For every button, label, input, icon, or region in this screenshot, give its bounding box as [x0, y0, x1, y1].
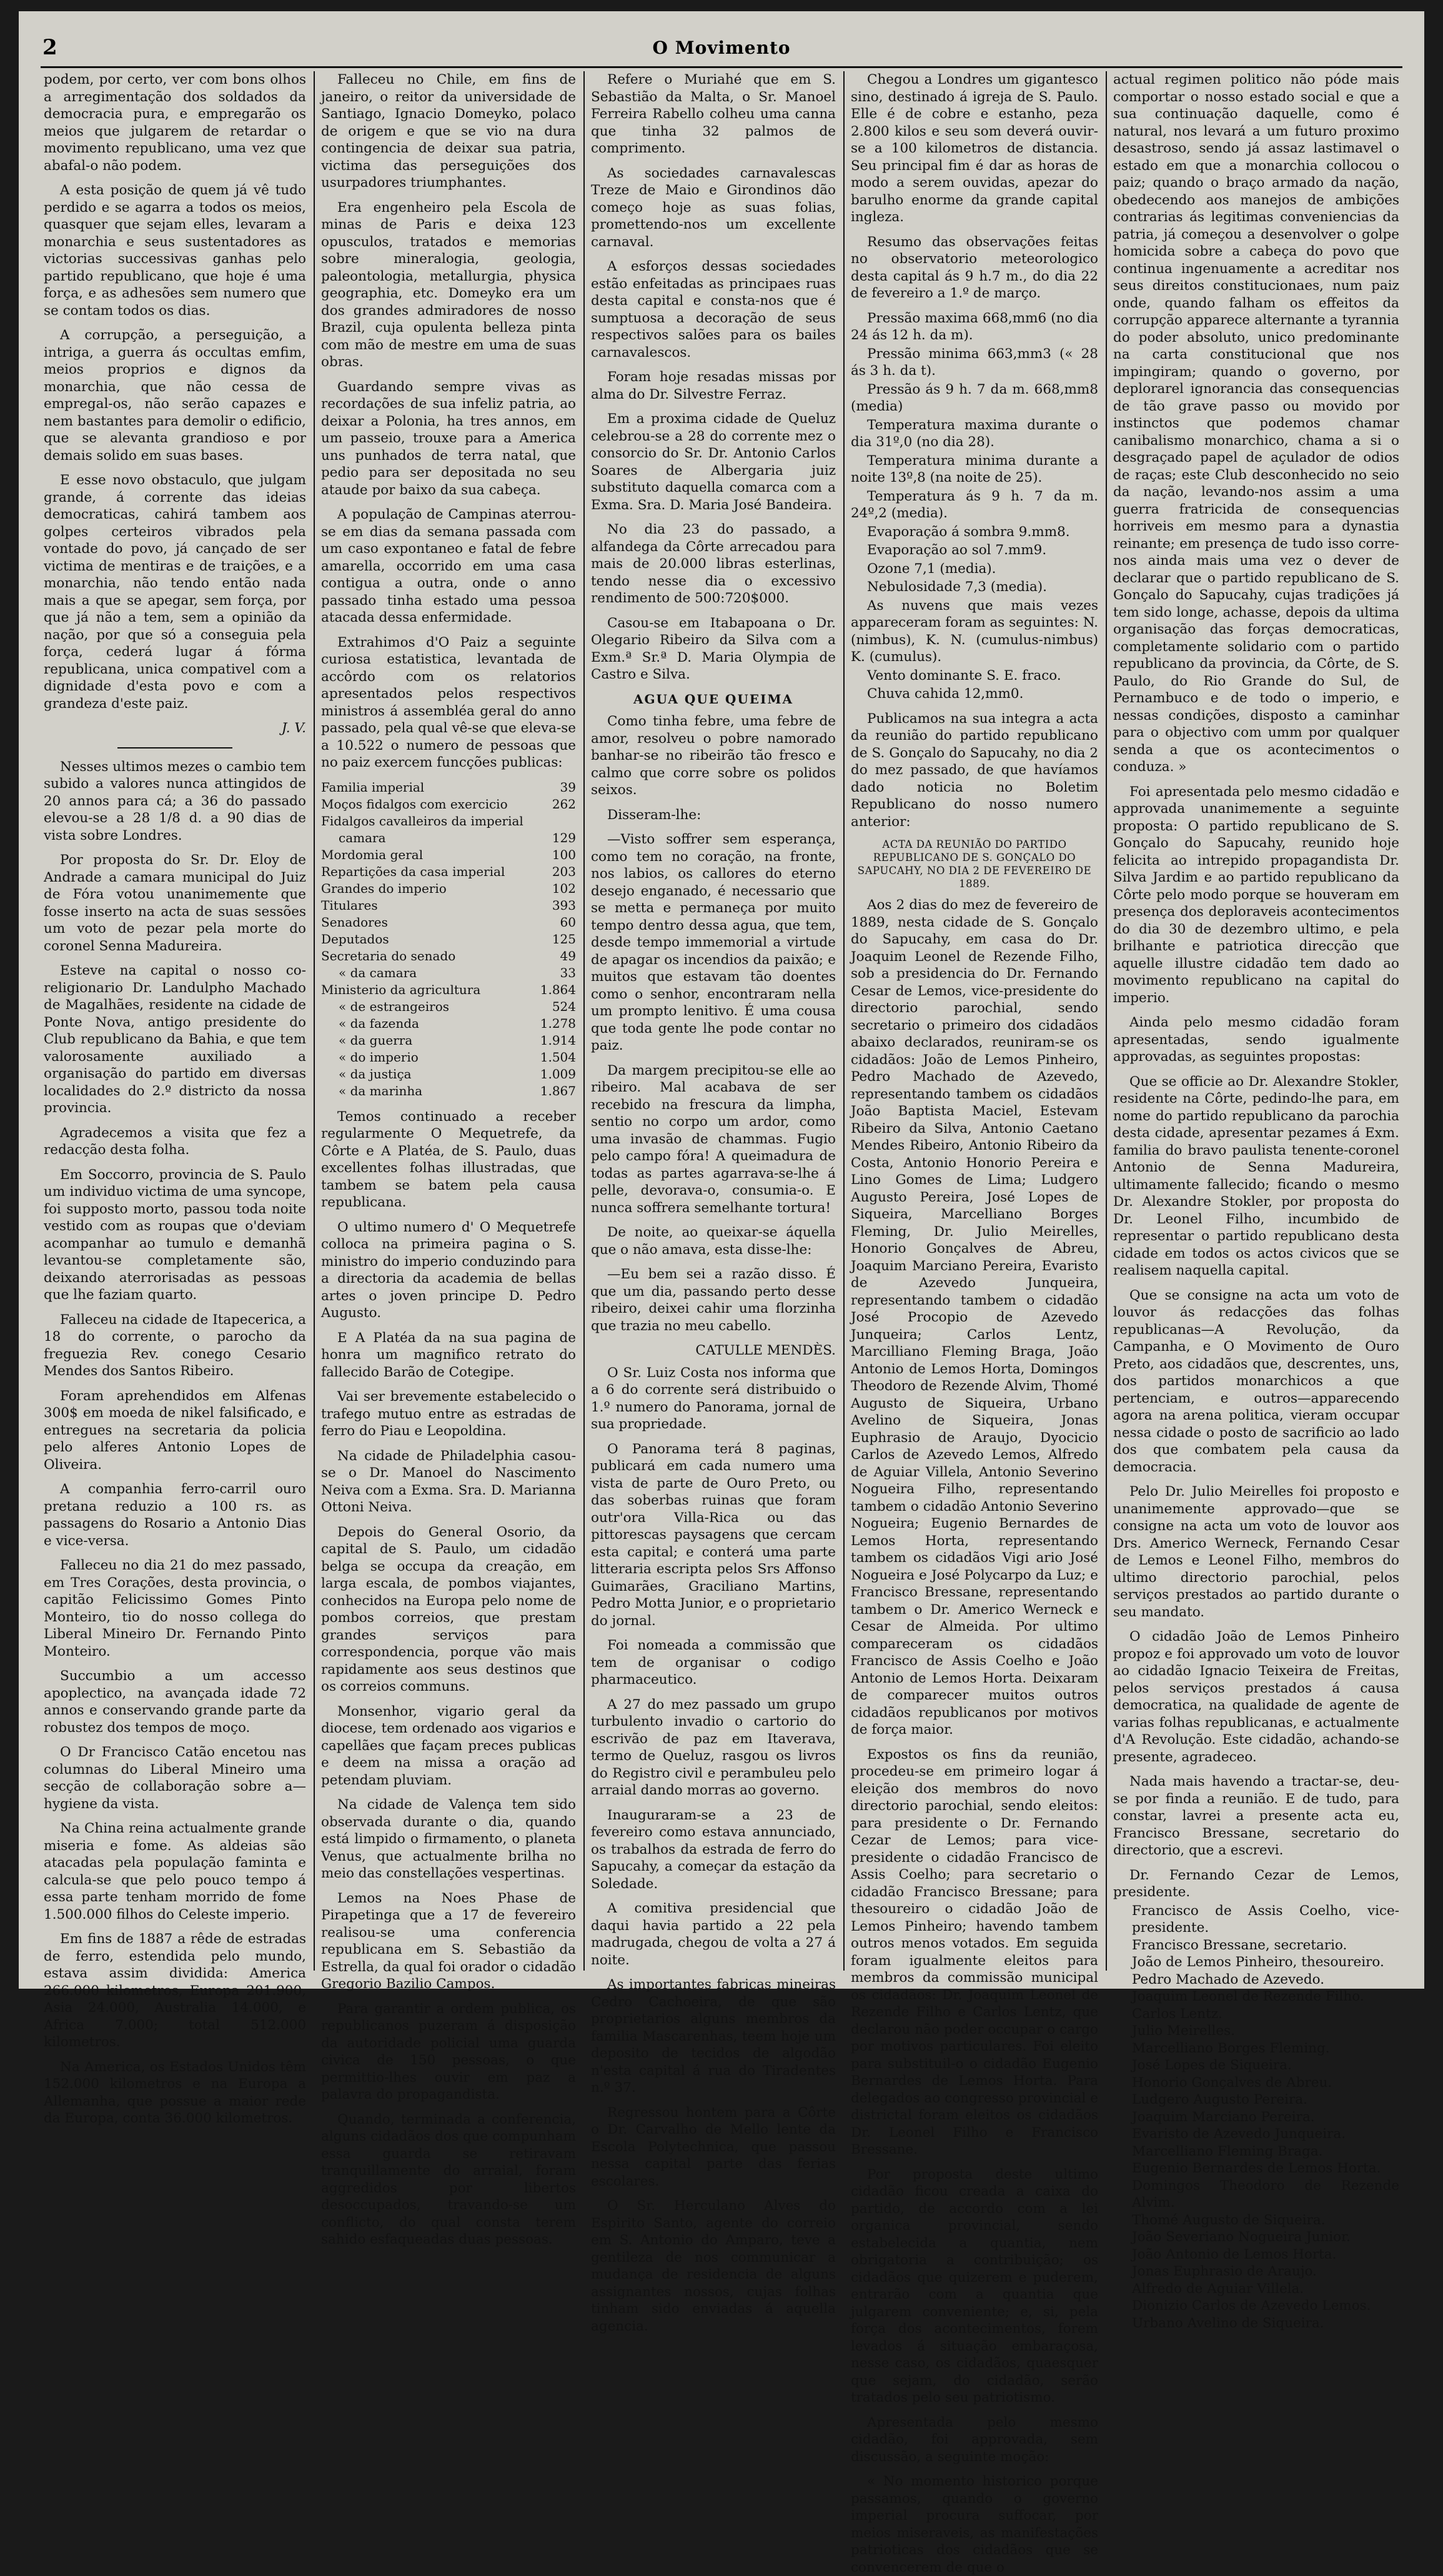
table-row — [321, 1083, 576, 1100]
news-item: Nesses ultimos mezes o cambio tem subido a valores nunca attingidos de 20 annos para cá; a 36 do passado elevou-se a 28 1/8 d. a 90 dias de vista sobre Londres. — [44, 758, 306, 843]
table-cell: 60 — [560, 914, 576, 930]
signatory-name: João de Lemos Pinheiro, thesoureiro. — [1132, 1954, 1384, 1970]
table-row — [321, 982, 576, 998]
news-item: Publicamos na sua integra a acta da reunião do partido republicano de S. Gonçalo do Sapucahy, no dia 2 do mez passado, de que havíamos dado noticia no Boletim Republicano do nosso numero anterior: — [851, 710, 1098, 830]
minutes-paragraph: Foi apresentada pelo mesmo cidadão e approvada unanimemente a seguinte proposta: O partido republicano de S. Gonçalo do Sapucahy, reunido hoje felicita ao intrepido propagandista Dr. Silva Jardim e ao partido republicano da Côrte pelo modo porque se houveram em presença dos deploraveis acontecimentos do dia 30 de dezembro ultimo, e pela brilhante e patriotica direcção que aquelle illustre cidadão tem dado ao movimento republicano na capital do imperio. — [1113, 783, 1399, 1006]
signatory-name: Julio Meirelles. — [1132, 2023, 1235, 2039]
weather-report — [851, 310, 1098, 703]
column-3 — [591, 71, 836, 2334]
table-row — [321, 1049, 576, 1066]
table-row — [321, 1015, 576, 1032]
signatory-name: Jonas Euphrasio de Araujo. — [1132, 2264, 1317, 2279]
table-cell: « da camara — [339, 965, 417, 980]
story-author: CATULLE MENDÈS. — [695, 1343, 836, 1358]
table-cell: Moços fidalgos com exercicio — [321, 796, 508, 812]
news-item: No dia 23 do passado, a alfandega da Côrte arrecadou para mais de 20.000 libras esterlinas, tendo nesse dia o excessivo rendimento de 500:720$000. — [591, 522, 836, 606]
news-item: Foram aprehendidos em Alfenas 300$ em moeda de nikel falsificado, e entregues na secretaria da policia pelo alferes Antonio Lopes de Oliveira. — [44, 1388, 306, 1473]
column-rule — [583, 71, 585, 1971]
news-item: O ultimo numero d' O Mequetrefe colloca na primeira pagina o S. ministro do imperio conduzindo para a directoria da academia de bellas artes o joven principe D. Pedro Augusto. — [321, 1219, 576, 1321]
minutes-paragraph: Ainda pelo mesmo cidadão foram apresentadas, sendo igualmente approvadas, as seguintes propostas: — [1113, 1015, 1399, 1065]
weather-line: Temperatura minima durante a noite 13º,8 (na noite de 25). — [851, 452, 1098, 485]
table-cell: Repartições da casa imperial — [321, 863, 505, 879]
signatory-name: Alfredo de Aguiar Villela. — [1132, 2280, 1304, 2297]
news-item: A comitiva presidencial que daqui havia partido a 22 pela madrugada, chegou de volta a 27 á noite. — [591, 1901, 836, 1968]
news-item: Quando, terminada a conferencia, alguns cidadãos dos que compunham essa guarda se retiravam tranquillamente do arraial, foram aggredidos por libertos desoccupados, travando-se um conflicto, do qual consta terem sahido esfaqueadas duas pessoas. — [321, 2111, 576, 2247]
article-paragraph: podem, por certo, ver com bons olhos a arregimentação dos soldados da democracia pura, e empregarão os meios que julgarem de retardar o movimento republicano, uma vez que abafal-o não podem. — [44, 72, 306, 174]
signatory-name: Marcelliano Fleming Braga. — [1132, 2143, 1323, 2159]
table-cell: « de estrangeiros — [339, 998, 449, 1014]
signatory-name: Eugenio Bernardes de Lemos Horta. — [1132, 2161, 1381, 2176]
table-cell: 1.867 — [540, 1083, 576, 1098]
weather-line: Temperatura maxima durante o dia 31º,0 (no dia 28). — [851, 417, 1098, 450]
signatory-name: Joaquim Marciano Pereira. — [1132, 2109, 1315, 2125]
weather-line: Pressão ás 9 h. 7 da m. 668,mm8 (media) — [851, 381, 1098, 414]
news-item: Extrahimos d'O Paiz a seguinte curiosa estatistica, levantada de accôrdo com os relatorios apresentados pelos respectivos ministros á assembléa geral do anno passado, pela qual vê-se que eleva-se a 10.522 o numero de pessoas que no paiz exercem funcções publicas: — [321, 634, 576, 770]
table-row — [321, 897, 576, 914]
table-row — [321, 830, 576, 847]
newspaper-title: O Movimento — [652, 37, 791, 58]
news-item: Esteve na capital o nosso co-religionario Dr. Landulpho Machado de Magalhães, residente na cidade de Ponte Nova, antigo presidente do Club republicano da Bahia, e que tem valorosamente auxiliado a organisação do partido em diversas localidades do 2.º districto da nossa provincia. — [44, 963, 306, 1116]
signatory-name: Marcelliano Borges Fleming. — [1132, 2040, 1330, 2056]
table-row — [321, 1066, 576, 1083]
page-number: 2 — [42, 35, 57, 60]
minutes-paragraph: Por proposta deste ultimo cidadão ficou creada a caixa do partido, de accordo com a lei organica provincial, sendo estabelecida a quantia, nem obrigatoria a contribuição; os cidadãos que quizerem e puderem, entrarão com a quantia que julgarem conveniente; e, si, pela força dos acontecimentos, forem levados á situação embaraçosa, nesse caso, os cidadãos, quaesquer que sejam, do cidadão, serão tratados pelo seu patriotismo. — [851, 2166, 1098, 2405]
news-item: Agradecemos a visita que fez a redacção desta folha. — [44, 1125, 306, 1158]
news-item: Na cidade de Philadelphia casou-se o Dr. Manoel do Nascimento Neiva com a Exma. Sra. D. Marianna Ottoni Neiva. — [321, 1448, 576, 1515]
news-item: Regressou hontem para a Côrte o Dr. Carvalho de Mello lente da Escola Polytechnica, que passou nessa capital parte das ferias escolares. — [591, 2104, 836, 2189]
table-row — [321, 779, 576, 796]
weather-line: Ozone 7,1 (media). — [867, 560, 996, 577]
signatory-president: Dr. Fernando Cezar de Lemos, presidente. — [1113, 1867, 1399, 1900]
table-cell: « da justiça — [339, 1066, 412, 1082]
news-item: Temos continuado a receber regularmente O Mequetrefe, da Côrte e A Platéa, de S. Paulo, duas excellentes folhas illustradas, que tambem se batem pela causa republicana. — [321, 1108, 576, 1210]
table-row — [321, 1032, 576, 1049]
story-paragraph: —Visto soffrer sem esperança, como tem no coração, na fronte, nos labios, os callores do eterno desejo enganado, é necessario que se metta e permaneça por muito tempo dentro dessa agua, que tem, desde tempo immemorial a virtude de apagar os incendios da paixão; e muitos que estavam tão doentes como o senhor, encontraram nella um prompto lenitivo. É uma cousa que toda gente lhe pode contar no paiz. — [591, 832, 836, 1053]
news-item: Em a proxima cidade de Queluz celebrou-se a 28 do corrente mez o consorcio do Sr. Dr. Antonio Carlos Soares de Albergaria juiz substituto daquella comarca com a Exma. Sra. D. Maria José Bandeira. — [591, 411, 836, 513]
article-paragraph: E esse novo obstaculo, que julgam grande, á corrente das ideias democraticas, cahirá tambem aos golpes certeiros vibrados pela vontade do povo, já cançado de ser victima de mentiras e de traições, e a monarchia, não tendo então nada mais a que se apegar, sem força, por que já não a tem, sem a opinião da nação, por que só a conseguia pela força, cederá lugar á fórma republicana, unica compativel com a dignidade d'esta povo e com a grandeza d'este paiz. — [44, 472, 306, 712]
table-cell: 1.278 — [540, 1015, 576, 1031]
news-item: Guardando sempre vivas as recordações de sua infeliz patria, ao deixar a Polonia, ha tres annos, em um passeio, trouxe para a America uns punhados de terra natal, que pedio para ser depositada no seu ataude por baixo da sua cabeça. — [321, 379, 576, 498]
column-1 — [44, 71, 306, 2126]
table-row — [321, 813, 576, 830]
signatory-list — [1113, 1902, 1399, 2332]
table-row — [321, 948, 576, 965]
table-cell: 49 — [560, 948, 576, 963]
table-cell: 1.009 — [540, 1066, 576, 1082]
news-item: A população de Campinas aterrou-se em dias da semana passada com um caso expontaneo e fatal de febre amarella, occorrido em uma casa contigua a outra, onde o anno passado tinha estado uma pessoa atacada dessa enfermidade. — [321, 507, 576, 625]
signatory-name: João Antonio de Lemos Horta. — [1132, 2246, 1337, 2262]
table-cell: Familia imperial — [321, 779, 425, 795]
weather-line: Pressão maxima 668,mm6 (no dia 24 ás 12 h. da m). — [851, 310, 1098, 343]
table-cell: Grandes do imperio — [321, 880, 447, 896]
table-cell: Titulares — [321, 897, 378, 913]
news-item: A 27 do mez passado um grupo turbulento invadio o cartorio do escrivão de paz em Itaverava, termo de Queluz, rasgou os livros do Registro civil e perambuleu pelo arraial dando morras ao governo. — [591, 1696, 836, 1798]
signatory-name: Urbano Avelino de Siqueira. — [1132, 2315, 1324, 2331]
minutes-paragraph: Expostos os fins da reunião, procedeu-se em primeiro logar á eleição dos membros do novo directorio parochial, sendo eleitos: para presidente o Dr. Fernando Cezar de Lemos; para vice-presidente o cidadão Francisco de Assis Coelho; para secretario o cidadão Francisco Bressane; para thesoureiro o cidadão João de Lemos Pinheiro; havendo tambem outros menos votados. Em seguida foram igualmente eleitos para membros da commissão municipal os cidadãos: Dr. Joaquim Leonel de Rezende Filho e Carlos Lentz, que declarou não poder occupar o cargo por motivos particulares. Foi eleito para substituil-o o cidadão Eugenio Bernardes de Lemos Horta. Para delegados ao congresso provincial e districtal foram eleitos os cidadãos Dr. Leonel Filho e Francisco Bressane. — [851, 1746, 1098, 2157]
column-rule — [843, 71, 845, 1971]
minutes-heading: ACTA DA REUNIÃO DO PARTIDO REPUBLICANO DE S. GONÇALO DO SAPUCAHY, NO DIA 2 DE FEVEREIRO DE 1889. — [857, 838, 1092, 890]
news-item: Foi nomeada a commissão que tem de organisar o codigo pharmaceutico. — [591, 1638, 836, 1688]
news-item: Succumbio a um accesso apoplectico, na avançada idade 72 annos e conservando grande parte da robustez dos tempos de moço. — [44, 1668, 306, 1736]
signatory-name: Dionizio Carlos de Azevedo Lemos. — [1132, 2298, 1371, 2314]
minutes-paragraph: Nada mais havendo a tractar-se, deu-se por finda a reunião. E de tudo, para constar, lavrei a presente acta eu, Francisco Bressane, secretario do directorio, que a escrevi. — [1113, 1774, 1399, 1858]
table-cell: 125 — [552, 931, 576, 947]
news-item: Na America, os Estados Unidos têm 152.000 kilometros e na Europa a Allemanha, que possue a maior rede da Europa, conta 36.000 kilometros. — [44, 2059, 306, 2126]
minutes-paragraph: Aos 2 dias do mez de fevereiro de 1889, nesta cidade de S. Gonçalo do Sapucahy, em casa do Dr. Joaquim Leonel de Rezende Filho, sob a presidencia do Dr. Fernando Cesar de Lemos, vice-presidente do directorio parochial, sendo secretario o primeiro dos cidadãos abaixo declarados, reuniram-se os cidadãos: João de Lemos Pinheiro, Pedro Machado de Azevedo, representando tambem os cidadãos João Baptista Maciel, Estevam Ribeiro da Silva, Antonio Caetano Mendes Ribeiro, Antonio Ribeiro da Costa, Antonio Honorio Pereira e Lino Gomes de Lima; Ludgero Augusto Pereira, José Lopes de Siqueira, Marcelliano Borges Fleming, Dr. Julio Meirelles, Honorio Gonçalves de Abreu, Joaquim Marciano Pereira, Evaristo de Azevedo Junqueira, representando tambem o cidadão José Procopio de Azevedo Junqueira; Carlos Lentz, Marcilliano Fleming Braga, João Antonio de Lemos Horta, Domingos Theodoro de Rezende Alvim, Thomé Augusto de Siqueira, Urbano Avelino de Siqueira, Jonas Euphrasio de Araujo, Dyocicio Carlos de Azevedo Lemos, Alfredo de Aguiar Villela, Antonio Severino Nogueira Filho, representando tambem o cidadão Antonio Severino Nogueira; Eugenio Bernardes de Lemos Horta, representando tambem os cidadãos Vigi ario José Nogueira e José Polycarpo da Luz; e Francisco Bressane, representando tambem o Dr. Americo Werneck e Cesar de Almeida. Por ultimo compareceram os cidadãos Francisco de Assis Coelho e João Antonio de Lemos Horta. Deixaram de comparecer muitos outros cidadãos republicanos por motivos de força maior. — [851, 897, 1098, 1738]
table-cell: 100 — [552, 847, 576, 862]
news-item: O Sr. Herculano Alves do Espirito Santo, agente do correio em S. Antonio do Amparo, teve a gentileza de nos communicar a mudança de residencia de alguns assignantes nossos, cujas folhas tinham sido enviadas á aquella agencia. — [591, 2198, 836, 2334]
table-cell: 129 — [552, 830, 576, 845]
signatory-name: Francisco de Assis Coelho, vice-presidente. — [1132, 1902, 1399, 1936]
article-paragraph: A esta posição de quem já vê tudo perdido e se agarra a todos os meios, quasquer que sejam elles, levaram a monarchia e seus sustentadores as victorias successivas ganhas pelo partido republicano, que hoje é uma força, e as adhesões sem numero que se contam todos os dias. — [44, 182, 306, 319]
table-cell: Fidalgos cavalleiros da imperial — [321, 813, 523, 828]
section-heading: AGUA QUE QUEIMA — [633, 691, 794, 707]
signatory-name: Pedro Machado de Azevedo. — [1132, 1971, 1325, 1987]
table-cell: 1.504 — [540, 1049, 576, 1065]
table-cell: 39 — [560, 779, 576, 795]
newspaper-page — [19, 11, 1424, 2575]
news-item: Monsenhor, vigario geral da diocese, tem ordenado aos vigarios e capellães que façam preces publicas e deem na missa a oração ad petendam pluviam. — [321, 1703, 576, 1788]
news-item: Resumo das observações feitas no observatorio meteorologico desta capital ás 9 h.7 m., do dia 22 de fevereiro a 1.º de março. — [851, 234, 1098, 301]
minutes-paragraph: Apresentada pelo mesmo cidadão, foi approvada, sem discussão, a seguinte moção: — [851, 2414, 1098, 2465]
news-item: Depois do General Osorio, da capital de S. Paulo, um cidadão belga se occupa da creação, em larga escala, de pombos viajantes, conhecidos na Europa pelo nome de pombos correios, que prestam grandes serviços para correspondencia, porque vão mais rapidamente aos seus destinos que os correios communs. — [321, 1524, 576, 1694]
minutes-paragraph: actual regimen politico não póde mais comportar o nosso estado social e que a sua continuação daquelle, como é natural, nos levará a um futuro proximo desastroso, sendo já assaz lastimavel o estado em que a monarchia collocou o paiz; quando o braço armado da nação, obedecendo aos manejos de ambições contrarias ás legitimas conveniencias da patria, já começou a desenvolver o golpe homicida sobre a cabeça do povo que continua ingenuamente a acreditar nos seus direitos constitucionaes, num paiz onde, quando falham os effeitos da corrupção apparece alternante a tyrannia do poder absoluto, unico predominante na carta constitucional que nos impingiram; quando o governo, por deplorarel ignorancia das consequencias de tão grave passo ou movido por instinctos que podemos chamar canibalismo monarchico, chama a si o desgraçado papel de açulador de odios de raças; este Club desconhecido no seio da nação, levando-nos assim a uma guerra fratricida de consequencias horriveis em mesmo para a dynastia reinante; em presença de tudo isso corre-nos ainda mais uma vez o dever de declarar que o partido republicano de S. Gonçalo do Sapucahy, cujas tradições já tem sido longe, achasse, depois da ultima organisação das forças democraticas, completamente solidario com o partido republicano da provincia, da Côrte, de S. Paulo, do Rio Grande do Sul, de Pernambuco e de todo o imperio, e nessas condições, disposto a caminhar para o objectivo com umm por qualquer senda a que os acontecimentos o conduza. » — [1113, 72, 1399, 775]
table-cell: 262 — [552, 796, 576, 812]
news-item: Vai ser brevemente estabelecido o trafego mutuo entre as estradas de ferro do Piau e Leopoldina. — [321, 1389, 576, 1439]
table-cell: 393 — [552, 897, 576, 913]
weather-line: Nebulosidade 7,3 (media). — [867, 579, 1047, 595]
minutes-paragraph: « No momento historico porque passamos, quando o governo imperial procura suffocar, por meios miseraveis, as manifestações patrioticas dos cidadãos que se convencerem de que o — [851, 2474, 1098, 2575]
table-cell: « da marinha — [339, 1083, 423, 1098]
minutes-paragraph: Que se consigne na acta um voto de louvor ás redacções das folhas republicanas—A Revolução, da Campanha, e O Movimento de Ouro Preto, aos cidadãos que, descrentes, uns, dos partidos monarchicos a que pertenciam, e outros—apparecendo agora na arena politica, vieram occupar nessa cidade o posto de sacrificio ao lado dos que combatem pela causa da democracia. — [1113, 1287, 1399, 1475]
news-item: A companhia ferro-carril ouro pretana reduzio a 100 rs. as passagens do Rosario a Antonio Dias e vice-versa. — [44, 1481, 306, 1549]
table-cell: Deputados — [321, 931, 389, 947]
news-item: Por proposta do Sr. Dr. Eloy de Andrade a camara municipal do Juiz de Fóra votou unanimemente que fosse inserto na acta de suas sessões um voto de pezar pela morte do coronel Senna Madureira. — [44, 852, 306, 954]
table-cell: « do imperio — [339, 1049, 419, 1065]
signatory-name: Domingos Theodoro de Rezende Alvim. — [1132, 2177, 1399, 2210]
story-paragraph: Como tinha febre, uma febre de amor, resolveu o pobre namorado banhar-se no ribeirão tão fresco e calmo que corre sobre os polidos seixos. — [591, 714, 836, 798]
news-item: Falleceu no dia 21 do mez passado, em Tres Corações, desta provincia, o capitão Felicissimo Gomes Pinto Monteiro, tio do nosso collega do Liberal Mineiro Dr. Fernando Pinto Monteiro. — [44, 1558, 306, 1659]
news-item: Na cidade de Valença tem sido observada durante o dia, quando está limpido o firmamento, o planeta Venus, que actualmente brilha no meio das constellações vespertinas. — [321, 1797, 576, 1881]
table-row — [321, 847, 576, 863]
table-cell: Secretaria do senado — [321, 948, 456, 963]
news-item: Em fins de 1887 a rêde de estradas de ferro, estendida pelo mundo, estava assim dividida: America 266.000 kilometros, Europa 201.900, Asia 24.000, Australia 14.000, e Africa 7.000; total 512.000 kilometros. — [44, 1931, 306, 2050]
news-item: E A Platéa da na sua pagina de honra um magnifico retrato do fallecido Barão de Cotegipe. — [321, 1330, 576, 1380]
news-item: Era engenheiro pela Escola de minas de Paris e deixa 123 opusculos, tratados e memorias sobre mineralogia, geologia, paleontologia, metallurgia, physica geographia, etc. Domeyko era um dos grandes admiradores de nosso Brazil, cuja opulenta belleza pinta com mão de mestre em uma de suas obras. — [321, 199, 576, 370]
minutes-paragraph: O cidadão João de Lemos Pinheiro propoz e foi approvado um voto de louvor ao cidadão Ignacio Teixeira de Freitas, pelos serviços prestados á causa democratica, na qualidade de agente de varias folhas republicanas, e actualmente d'A Revolução. Este cidadão, achando-se presente, agradeceo. — [1113, 1629, 1399, 1765]
column-rule — [314, 71, 315, 1971]
column-2 — [321, 71, 576, 2247]
news-item: Em Soccorro, provincia de S. Paulo um individuo victima de uma syncope, foi supposto morto, passou toda noite vestido com as roupas que o'deviam acompanhar ao tumulo e demanhã levantou-se completamente são, deixando aterrorisadas as pessoas que lhe faziam quarto. — [44, 1166, 306, 1303]
signatory-name: Joaquim Leonel de Rezende Filho. — [1132, 1989, 1364, 2004]
column-4 — [851, 71, 1098, 2575]
signatory-name: Ludgero Augusto Pereira. — [1132, 2092, 1307, 2107]
table-row — [321, 998, 576, 1015]
table-cell: 33 — [560, 965, 576, 980]
story-paragraph: Disseram-lhe: — [607, 807, 702, 823]
signatory-name: José Lopes de Siqueira. — [1132, 2057, 1292, 2073]
story-paragraph: Da margem precipitou-se elle ao ribeiro. Mal acabava de ser recebido na frescura da limpha, sentio no corpo um ardor, como uma invasão de chammas. Fugio pelo campo fóra! A queimadura de todas as partes agarrava-se-lhe á pelle, devorava-o, consumia-o. E nunca soffrera semelhante tortura! — [591, 1062, 836, 1216]
story-paragraph: —Eu bem sei a razão disso. É que um dia, passando perto desse ribeiro, deixei cahir uma florzinha que trazia no meu cabello. — [591, 1266, 836, 1334]
news-item: As sociedades carnavalescas Treze de Maio e Girondinos dão começo hoje as suas folias, promettendo-nos um excellente carnaval. — [591, 165, 836, 250]
story-paragraph: De noite, ao queixar-se áquella que o não amava, esta disse-lhe: — [591, 1225, 836, 1258]
news-item: Para garantir a ordem publica, os republicanos puzeram á disposição da autoridade policial uma guarda civica de 150 pessoas, o que permittio-lhes ouvir em paz a palavra do propagandista. — [321, 2001, 576, 2102]
table-cell: Mordomia geral — [321, 847, 424, 862]
table-cell: « da guerra — [339, 1032, 413, 1048]
weather-line: Pressão minima 663,mm3 (« 28 ás 3 h. da t). — [851, 346, 1098, 379]
signatory-name: Francisco Bressane, secretario. — [1132, 1937, 1347, 1953]
article-paragraph: A corrupção, a perseguição, a intriga, a guerra ás occultas emfim, meios proprios e dignos da monarchia, que não cessa de empregal-os, não serão capazes e nem bastantes para demolir o edificio, que se alevanta grandioso e por demais solido em suas bases. — [44, 327, 306, 464]
news-item: O Dr Francisco Catão encetou nas columnas do Liberal Mineiro uma secção de collaboração sobre a—hygiene da vista. — [44, 1744, 306, 1812]
news-item: Inauguraram-se a 23 de fevereiro como estava annunciado, os trabalhos da estrada de ferro do Sapucahy, a começar da estação da Soledade. — [591, 1807, 836, 1892]
news-item: Falleceu na cidade de Itapecerica, a 18 do corrente, o parocho da freguezia Rev. conego Cesario Mendes dos Santos Ribeiro. — [44, 1311, 306, 1379]
signatory-name: Honorio Gonçalves de Abreu. — [1132, 2074, 1332, 2091]
news-item: As importantes fabricas mineiras Cedro Cachoeira, de que são proprietarios alguns membros da familia Mascarenhas, teem hoje um deposito de tecidos de algodão n'esta capital á rua do Tiradentes n.º 37. — [591, 1977, 836, 2096]
table-cell: 1.914 — [540, 1032, 576, 1048]
author-signature: J. V. — [281, 720, 306, 736]
news-item: A esforços dessas sociedades estão enfeitadas as principaes ruas desta capital e consta-nos que é sumptuosa a decoração de seus respectivos salões para os bailes carnavalescos. — [591, 259, 836, 361]
table-row — [321, 796, 576, 813]
table-cell: 203 — [552, 863, 576, 879]
minutes-paragraph: Que se officie ao Dr. Alexandre Stokler, residente na Côrte, pedindo-lhe para, em nome do partido republicano da parochia desta cidade, apresentar pezames á Exm. familia do bravo paulista tenente-coronel Antonio de Senna Madureira, ultimamente fallecido; ficando o mesmo Dr. Alexandre Stokler, por proposta do Dr. Leonel Filho, incumbido de representar o partido republicano desta cidade em todos os actos civicos que se realisem naquella capital. — [1113, 1073, 1399, 1278]
table-row — [321, 880, 576, 897]
table-cell: 1.864 — [540, 982, 576, 997]
table-cell: 524 — [552, 998, 576, 1014]
signatory-name: Thomé Augusto de Siqueira. — [1132, 2212, 1326, 2228]
news-item: Falleceu no Chile, em fins de janeiro, o reitor da universidade de Santiago, Ignacio Domeyko, polaco de origem e que se vio na dura contingencia de deixar sua patria, victima das perseguições dos usurpadores triumphantes. — [321, 72, 576, 191]
signatory-name: Carlos Lentz. — [1132, 2006, 1222, 2022]
table-cell: camara — [339, 830, 386, 845]
statistics-table — [321, 779, 576, 1100]
table-cell: Ministerio da agricultura — [321, 982, 481, 997]
weather-line: Evaporação á sombra 9.mm8. — [867, 524, 1070, 540]
table-row — [321, 863, 576, 880]
minutes-paragraph: Pelo Dr. Julio Meirelles foi proposto e unanimemente approvado—que se consigne na acta um voto de louvor aos Drs. Americo Werneck, Fernando Cesar de Lemos e Leonel Filho, membros do ultimo directorio parochial, pelos serviços prestados ao partido durante o seu mandato. — [1113, 1484, 1399, 1620]
table-row — [321, 965, 576, 982]
table-cell: Senadores — [321, 914, 388, 930]
column-rule — [1106, 71, 1107, 1971]
table-row — [321, 914, 576, 931]
news-item: Na China reina actualmente grande miseria e fome. As aldeias são atacadas pela população faminta e calcula-se que pelo pouco tempo á essa parte tenham morrido de fome 1.500.000 filhos do Celeste imperio. — [44, 1821, 306, 1922]
weather-line: As nuvens que mais vezes appareceram foram as seguintes: N. (nimbus), K. N. (cumulus-nimbus) K. (cumulus). — [851, 597, 1098, 665]
table-cell: 102 — [552, 880, 576, 896]
signatory-name: João Severiano Nogueira Junior. — [1132, 2229, 1351, 2245]
column-5 — [1113, 71, 1399, 2331]
divider — [117, 747, 233, 748]
news-item: Chegou a Londres um gigantesco sino, destinado á igreja de S. Paulo. Elle é de cobre e estanho, peza 2.800 kilos e seu som deverá ouvir-se a 100 kilometros de distancia. Seu principal fim é dar as horas de modo a serem ouvidas, apezar do barulho enorme da grande capital ingleza. — [851, 72, 1098, 225]
news-item: Refere o Muriahé que em S. Sebastião da Malta, o Sr. Manoel Ferreira Rabello colheu uma canna que tinha 32 palmos de comprimento. — [591, 72, 836, 156]
news-item: Lemos na Noes Phase de Pirapetinga que a 17 de fevereiro realisou-se uma conferencia republicana em S. Sebastião da Estrella, da qual foi orador o cidadão Gregorio Bazilio Campos. — [321, 1890, 576, 1992]
weather-line: Vento dominante S. E. fraco. — [867, 667, 1061, 684]
weather-line: Evaporação ao sol 7.mm9. — [867, 542, 1047, 558]
news-item: Casou-se em Itabapoana o Dr. Olegario Ribeiro da Silva com a Exm.ª Sr.ª D. Maria Olympia de Castro e Silva. — [591, 615, 836, 682]
news-item: O Sr. Luiz Costa nos informa que a 6 do corrente será distribuido o 1.º numero do Panorama, jornal de sua propriedade. — [591, 1365, 836, 1432]
signatory-name: Evaristo de Azevedo Junqueira. — [1132, 2126, 1346, 2142]
table-cell: « da fazenda — [339, 1015, 419, 1031]
table-row — [321, 931, 576, 948]
table-cell — [538, 813, 576, 830]
news-item: Foram hoje resadas missas por alma do Dr. Silvestre Ferraz. — [591, 369, 836, 402]
weather-line: Temperatura ás 9 h. 7 da m. 24º,2 (media). — [851, 488, 1098, 521]
news-item: O Panorama terá 8 paginas, publicará em cada numero uma vista de parte de Ouro Preto, ou das soberbas ruinas que foram outr'ora Villa-Rica ou das pittorescas paysagens que cercam esta capital; e conterá uma parte litteraria escripta pelos Srs Affonso Guimarães, Graciliano Martins, Pedro Motta Junior, e o proprietario do jornal. — [591, 1441, 836, 1629]
weather-line: Chuva cahida 12,mm0. — [867, 686, 1024, 702]
header-rule — [41, 66, 1402, 68]
